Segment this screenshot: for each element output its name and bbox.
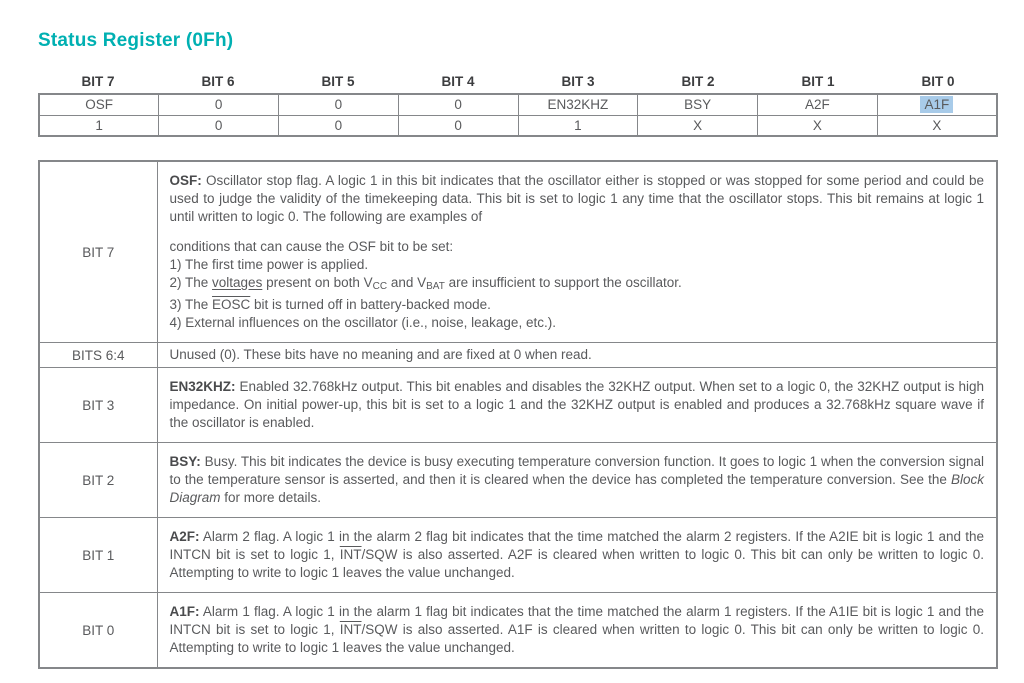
bit-description-cell (157, 161, 997, 343)
description-paragraph: Unused (0). These bits have no meaning and are fixed at 0 when read. (169, 347, 592, 362)
bit-description-table-body (39, 161, 997, 668)
description-row (39, 343, 997, 368)
register-por-cell: X (638, 115, 758, 136)
description-row (39, 443, 997, 518)
register-bit-header: BIT 5 (321, 74, 355, 89)
register-bit-name-cell: 0 (398, 94, 518, 115)
register-por-cell: 0 (279, 115, 399, 136)
description-paragraph: BSY: Busy. This bit indicates the device is busy executing temperature conversion function. It goes to logic 1 when the conversion signal to the temperature sensor is asserted, and then it is cleared when the device has completed the temperature conversion. See the Block Diagram for more details. (169, 454, 984, 505)
register-bit-header: BIT 7 (81, 74, 115, 89)
register-por-cell: 1 (518, 115, 638, 136)
register-bit-name-cell: EN32KHZ (518, 94, 638, 115)
register-table-header (38, 74, 998, 89)
description-paragraph: conditions that can cause the OSF bit to be set: 1) The first time power is applied. 2) The voltages present on both VCC and VBAT are insufficient to support the oscillator. 3) The EOSC bit is turned off in battery-backed mode. 4) External influences on the oscillator (i.e., noise, leakage, etc.). (169, 239, 682, 330)
register-table (38, 93, 998, 137)
register-bit-header: BIT 4 (441, 74, 475, 89)
register-bit-name-cell: 0 (159, 94, 279, 115)
bit-label-cell: BIT 7 (39, 161, 157, 343)
bit-label-cell: BIT 1 (39, 518, 157, 593)
register-bit-name-cell: A2F (758, 94, 878, 115)
bit-description-cell (157, 368, 997, 443)
register-bit-name-cell: BSY (638, 94, 758, 115)
register-por-cell: X (758, 115, 878, 136)
description-paragraph: EN32KHZ: Enabled 32.768kHz output. This bit enables and disables the 32KHZ output. When set to a logic 0, the 32KHZ output is high impedance. On initial power-up, this bit is set to a logic 1 and the 32KHZ output is enabled and produces a 32.768kHz square wave if the oscillator is enabled. (169, 379, 984, 430)
register-row (39, 94, 997, 115)
description-row (39, 518, 997, 593)
selection-highlight: A1F (920, 96, 953, 113)
register-bit-name-cell: OSF (39, 94, 159, 115)
bit-label-cell: BIT 0 (39, 593, 157, 669)
description-row (39, 161, 997, 343)
register-bit-header: BIT 6 (201, 74, 235, 89)
register-bit-name-cell: 0 (279, 94, 399, 115)
datasheet-page (38, 30, 998, 669)
description-row (39, 593, 997, 669)
register-por-cell: X (877, 115, 997, 136)
bit-description-cell (157, 443, 997, 518)
register-por-cell: 1 (39, 115, 159, 136)
description-paragraph: OSF: Oscillator stop flag. A logic 1 in this bit indicates that the oscillator either is stopped or was stopped for some period and could be used to judge the validity of the timekeeping data. This bit is set to logic 1 any time that the oscillator stops. This bit remains at logic 1 until written to logic 0. The following are examples of (169, 173, 984, 224)
register-por-cell: 0 (398, 115, 518, 136)
register-bit-header: BIT 1 (801, 74, 835, 89)
bit-description-cell (157, 518, 997, 593)
register-row (39, 115, 997, 136)
bit-label-cell: BIT 3 (39, 368, 157, 443)
register-bit-header: BIT 3 (561, 74, 595, 89)
bit-description-cell (157, 343, 997, 368)
bit-label-cell: BITS 6:4 (39, 343, 157, 368)
register-table-body (39, 94, 997, 136)
page-title: Status Register (0Fh) (38, 30, 234, 51)
register-por-cell: 0 (159, 115, 279, 136)
register-bit-header: BIT 2 (681, 74, 715, 89)
bit-label-cell: BIT 2 (39, 443, 157, 518)
description-paragraph: A2F: Alarm 2 flag. A logic 1 in the alarm 2 flag bit indicates that the time matched the alarm 2 registers. If the A2IE bit is logic 1 and the INTCN bit is set to logic 1, $\overline{INT}$/SQW is also asserted. A2F is cleared when written to logic 0. This bit can only be written to logic 0. Attempting to write to logic 1 leaves the value unchanged. (169, 529, 984, 580)
bit-description-table (38, 160, 998, 669)
description-paragraph: A1F: Alarm 1 flag. A logic 1 in the alarm 1 flag bit indicates that the time matched the alarm 1 registers. If the A1IE bit is logic 1 and the INTCN bit is set to logic 1, $\overline{INT}$/SQW is also asserted. A1F is cleared when written to logic 0. This bit can only be written to logic 0. Attempting to write to logic 1 leaves the value unchanged. (169, 604, 984, 655)
register-bit-name-cell (877, 94, 997, 115)
register-bit-header: BIT 0 (921, 74, 955, 89)
description-row (39, 368, 997, 443)
bit-description-cell (157, 593, 997, 669)
